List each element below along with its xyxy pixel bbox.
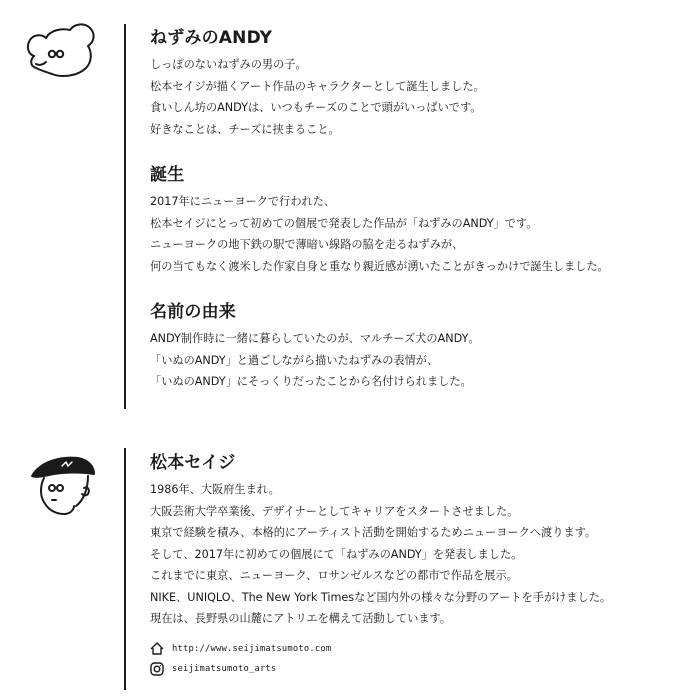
instagram-handle[interactable]: seijimatsumoto_arts bbox=[172, 663, 277, 674]
name-origin-line: 「いぬのANDY」にそっくりだったことから名付けられました。 bbox=[150, 375, 472, 388]
instagram-icon bbox=[150, 662, 164, 676]
artist-line: 東京で経験を積み、本格的にアーティスト活動を開始するためニューヨークへ渡ります。 bbox=[150, 526, 597, 539]
name-origin-line: ANDY制作時に一緒に暮らしていたのが、マルチーズ犬のANDY。 bbox=[150, 332, 480, 345]
andy-line: しっぽのないねずみの男の子。 bbox=[150, 58, 307, 71]
andy-line: 好きなことは、チーズに挟まること。 bbox=[150, 122, 340, 136]
section-title-andy: ねずみのANDY bbox=[150, 28, 273, 48]
artist-line: これまでに東京、ニューヨーク、ロサンゼルスなどの都市で作品を展示。 bbox=[150, 569, 518, 582]
birth-line: 何の当てもなく渡米した作家自身と重なり親近感が湧いたことがきっかけで誕生しました。 bbox=[150, 259, 609, 273]
vertical-divider bbox=[124, 24, 126, 409]
andy-line: 食いしん坊のANDYは、いつもチーズのことで頭がいっぱいです。 bbox=[150, 101, 482, 114]
artist-line: 大阪芸術大学卒業後、デザイナーとしてキャリアをスタートさせました。 bbox=[150, 504, 519, 518]
andy-mouse-icon bbox=[22, 20, 104, 92]
section-title-artist: 松本セイジ bbox=[150, 453, 236, 473]
section-title-name-origin: 名前の由来 bbox=[150, 302, 236, 322]
website-link[interactable] bbox=[150, 639, 690, 659]
artist-line: 1986年、大阪府生まれ。 bbox=[150, 483, 280, 496]
section-title-birth: 誕生 bbox=[150, 165, 185, 185]
artist-line: 現在は、長野県の山麓にアトリエを構えて活動しています。 bbox=[150, 612, 451, 625]
birth-line: 2017年にニューヨークで行われた、 bbox=[150, 195, 336, 208]
birth-line: ニューヨークの地下鉄の駅で薄暗い線路の脇を走るねずみが、 bbox=[150, 238, 464, 251]
instagram-link[interactable] bbox=[150, 659, 690, 679]
birth-line: 松本セイジにとって初めての個展で発表した作品が「ねずみのANDY」です。 bbox=[150, 216, 538, 230]
artist-line: NIKE、UNIQLO、The New York Timesなど国内外の様々な分野のアートを手がけました。 bbox=[150, 590, 612, 604]
website-url[interactable]: http://www.seijimatsumoto.com bbox=[172, 643, 332, 654]
artist-cap-icon bbox=[26, 448, 106, 532]
andy-line: 松本セイジが描くアート作品のキャラクターとして誕生しました。 bbox=[150, 79, 485, 93]
artist-line: そして、2017年に初めての個展にて「ねずみのANDY」を発表しました。 bbox=[150, 547, 523, 561]
home-icon bbox=[150, 642, 164, 655]
name-origin-line: 「いぬのANDY」と過ごしながら描いたねずみの表情が、 bbox=[150, 353, 439, 367]
vertical-divider bbox=[124, 448, 126, 690]
